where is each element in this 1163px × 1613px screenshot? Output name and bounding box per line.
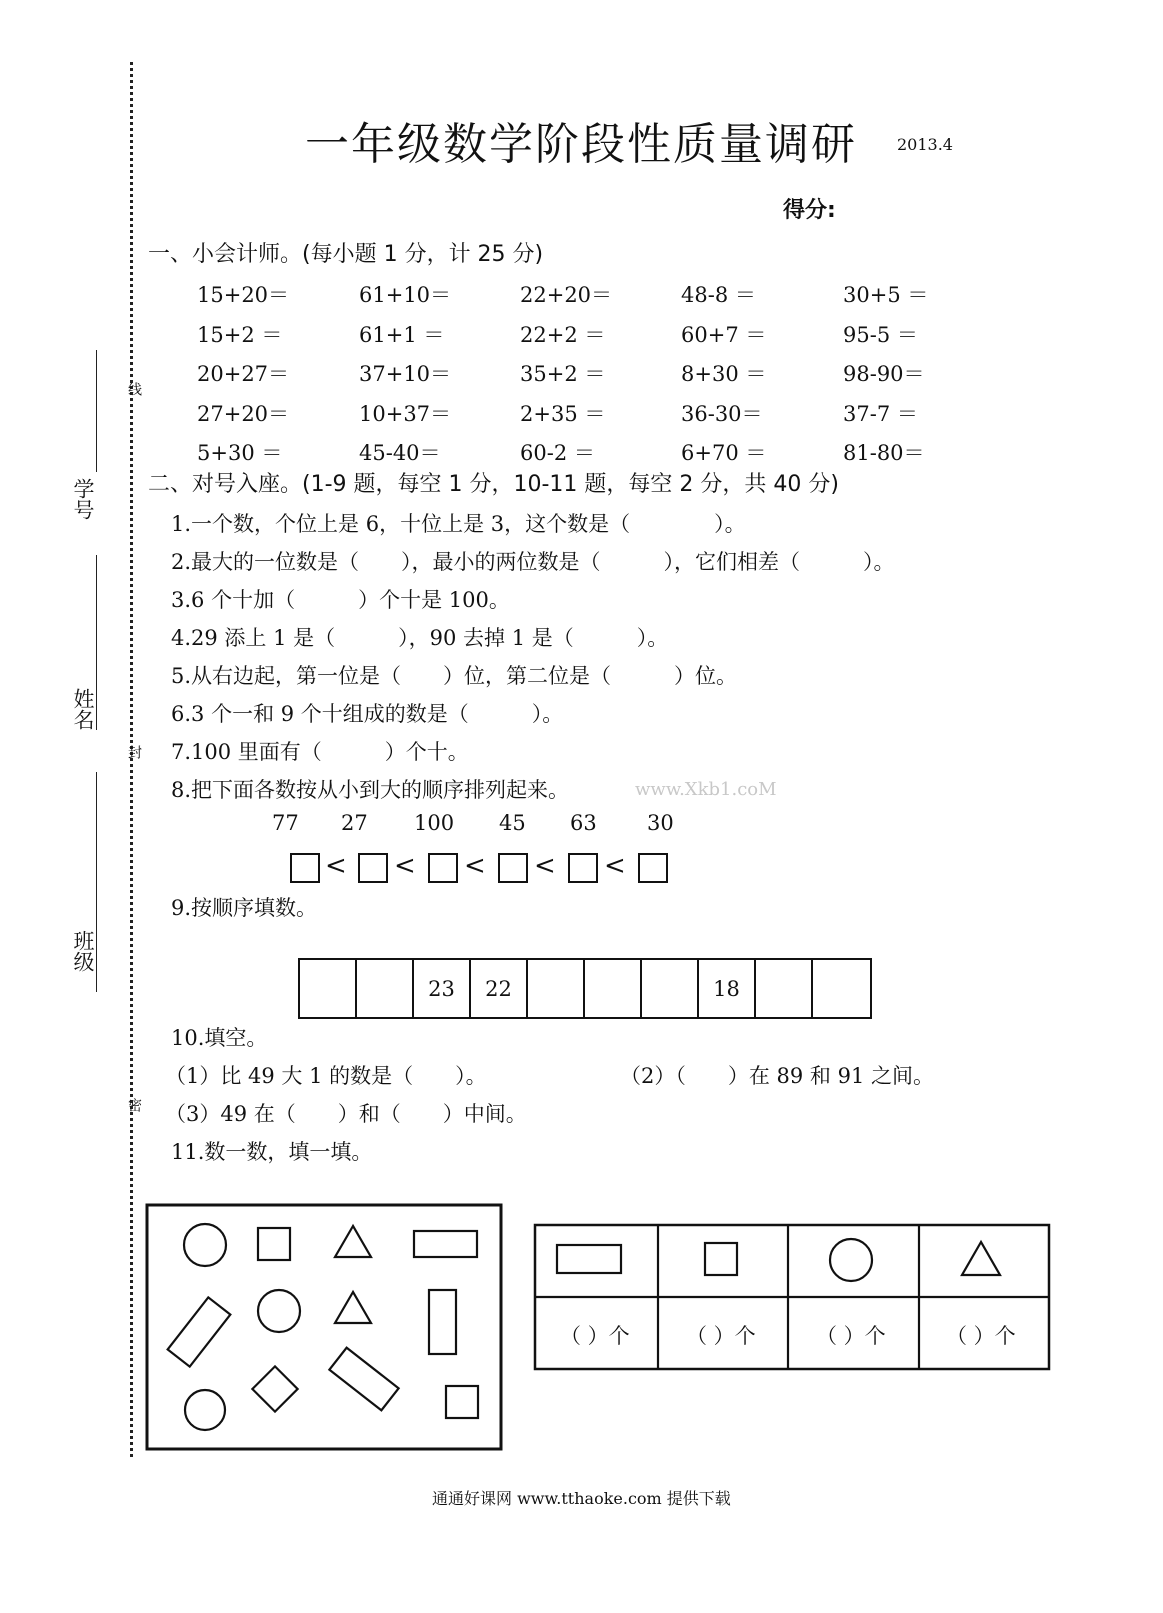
name-label: 姓名	[71, 688, 95, 730]
calc-problem[interactable]: 22+20＝	[520, 283, 613, 307]
calc-problem[interactable]: 48-8 ＝	[681, 283, 756, 307]
question-1: 1.一个数，个位上是 6，十位上是 3，这个数是（ ）。	[171, 512, 746, 536]
section2-heading: 二、对号入座。(1-9 题，每空 1 分，10-11 题，每空 2 分，共 40 分)	[148, 472, 839, 497]
calc-problem[interactable]: 15+20＝	[197, 283, 290, 307]
triangle-shape	[335, 1292, 371, 1323]
question-10: 10.填空。	[171, 1026, 268, 1050]
rectangle-shape	[429, 1290, 456, 1354]
square-shape	[446, 1386, 478, 1418]
square-shape	[705, 1243, 737, 1275]
exam-date: 2013.4	[897, 135, 953, 154]
page-title: 一年级数学阶段性质量调研	[305, 119, 857, 170]
q8-number: 77	[272, 811, 299, 835]
question-3: 3.6 个十加（ ）个十是 100。	[171, 588, 510, 612]
calc-problem[interactable]: 10+37＝	[359, 401, 452, 426]
calc-problem[interactable]: 36-30＝	[681, 401, 763, 426]
calc-problem[interactable]: 27+20＝	[197, 401, 290, 426]
section1-heading: 一、小会计师。(每小题 1 分，计 25 分)	[148, 242, 544, 267]
calc-problem[interactable]: 6+70 ＝	[681, 441, 767, 465]
sequence-cell: 22	[471, 960, 528, 1017]
count-answer-square[interactable]: （ ）个	[686, 1324, 756, 1348]
calc-problem[interactable]: 5+30 ＝	[197, 441, 283, 465]
question-6: 6.3 个一和 9 个十组成的数是（ ）。	[171, 702, 564, 726]
score-label: 得分:	[783, 198, 836, 223]
circle-shape	[184, 1224, 226, 1266]
seal-mark-xian: 线	[126, 382, 142, 396]
calc-problem[interactable]: 45-40＝	[359, 441, 441, 465]
less-than-sign: <	[325, 851, 347, 881]
count-answer-circle[interactable]: （ ）个	[816, 1324, 886, 1348]
q8-number: 100	[414, 811, 455, 835]
sequence-cell: 18	[699, 960, 756, 1017]
triangle-shape	[962, 1242, 1000, 1275]
rectangle-shape	[329, 1348, 398, 1411]
calc-problem[interactable]: 35+2 ＝	[520, 362, 606, 386]
question-7: 7.100 里面有（ ）个十。	[171, 740, 469, 764]
rectangle-shape	[168, 1297, 231, 1366]
seal-mark-feng: 封	[126, 745, 142, 759]
circle-shape	[830, 1239, 872, 1281]
square-shape	[258, 1228, 290, 1260]
q8-number: 63	[570, 811, 597, 835]
calc-problem[interactable]: 15+2 ＝	[197, 322, 283, 347]
q8-number: 45	[499, 811, 526, 835]
sequence-cell: 23	[414, 960, 471, 1017]
count-answer-triangle[interactable]: （ ）个	[946, 1324, 1016, 1348]
student-id-label: 学号	[71, 478, 95, 520]
less-than-sign: <	[464, 851, 486, 881]
calc-problem[interactable]: 30+5 ＝	[843, 283, 929, 307]
calc-problem[interactable]: 37-7 ＝	[843, 401, 918, 426]
question-10-part-3: （3）49 在（ ）和（ ）中间。	[165, 1102, 527, 1126]
square-shape	[252, 1366, 297, 1411]
less-than-sign: <	[534, 851, 556, 881]
rectangle-shape	[557, 1245, 621, 1273]
q8-number: 30	[647, 811, 674, 835]
less-than-sign: <	[604, 851, 626, 881]
triangle-shape	[335, 1226, 371, 1257]
shapes-frame	[147, 1205, 501, 1449]
circle-shape	[258, 1290, 300, 1332]
question-5: 5.从右边起，第一位是（ ）位，第二位是（ ）位。	[171, 664, 738, 688]
calc-problem[interactable]: 95-5 ＝	[843, 322, 918, 347]
calc-problem[interactable]: 20+27＝	[197, 362, 290, 386]
calc-problem[interactable]: 61+1 ＝	[359, 322, 445, 347]
calc-problem[interactable]: 98-90＝	[843, 362, 925, 386]
calc-problem[interactable]: 22+2 ＝	[520, 322, 606, 347]
calc-problem[interactable]: 8+30 ＝	[681, 362, 767, 386]
calc-problem[interactable]: 60+7 ＝	[681, 322, 767, 347]
watermark-text: www.Xkb1.coM	[635, 779, 777, 800]
question-11: 11.数一数，填一填。	[171, 1140, 373, 1164]
rectangle-shape	[414, 1231, 477, 1257]
circle-shape	[185, 1390, 225, 1430]
less-than-sign: <	[394, 851, 416, 881]
question-9: 9.按顺序填数。	[171, 896, 318, 920]
calc-problem[interactable]: 60-2 ＝	[520, 441, 595, 465]
question-4: 4.29 添上 1 是（ ），90 去掉 1 是（ ）。	[171, 626, 669, 650]
class-label: 班级	[71, 930, 95, 972]
footer-text: 通通好课网 www.tthaoke.com 提供下载	[432, 1489, 731, 1508]
calc-problem[interactable]: 81-80＝	[843, 441, 925, 465]
count-answer-rectangle[interactable]: （ ）个	[560, 1324, 630, 1348]
question-2: 2.最大的一位数是（ ），最小的两位数是（ ），它们相差（ ）。	[171, 550, 895, 574]
question-8: 8.把下面各数按从小到大的顺序排列起来。	[171, 778, 570, 802]
q8-number: 27	[341, 811, 368, 835]
calc-problem[interactable]: 61+10＝	[359, 283, 452, 307]
seal-mark-mi: 密	[126, 1098, 142, 1112]
question-10-part-2: （2）（ ）在 89 和 91 之间。	[620, 1064, 935, 1088]
calc-problem[interactable]: 37+10＝	[359, 362, 452, 386]
question-10-part-1: （1）比 49 大 1 的数是（ ）。	[165, 1064, 487, 1088]
calc-problem[interactable]: 2+35 ＝	[520, 401, 606, 426]
